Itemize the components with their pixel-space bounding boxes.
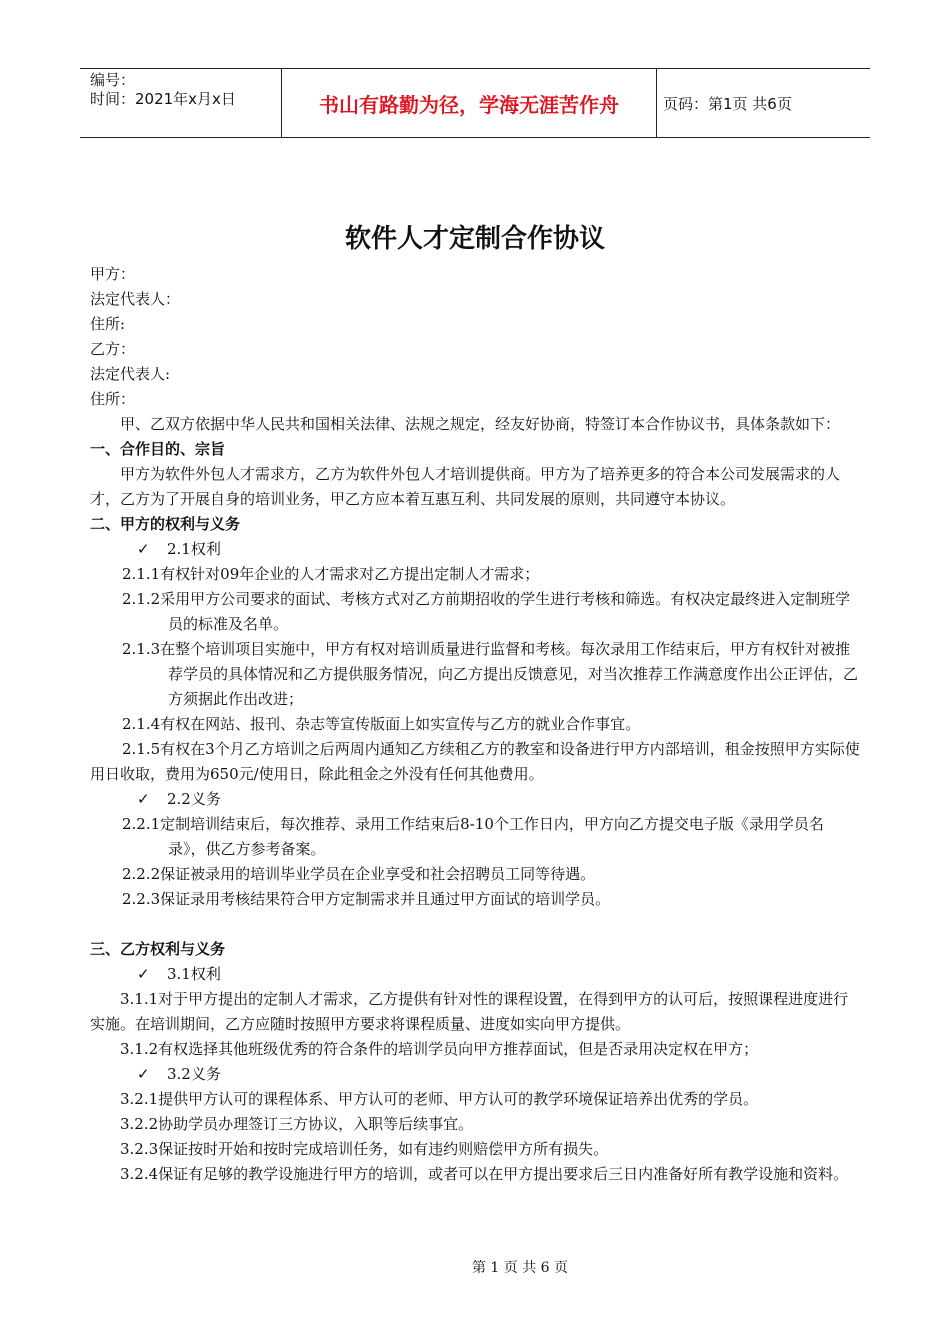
check-icon: ✓ — [137, 1065, 150, 1083]
clause-2-1-1: 2.1.1有权针对09年企业的人才需求对乙方提出定制人才需求； — [122, 565, 540, 583]
header-table — [80, 68, 870, 138]
check-icon: ✓ — [137, 540, 150, 558]
party-b-representative: 法定代表人: — [90, 365, 171, 383]
section-1-heading: 一、合作目的、宗旨 — [90, 440, 226, 458]
clause-2-1-4: 2.1.4有权在网站、报刊、杂志等宣传版面上如实宣传与乙方的就业合作事宜。 — [122, 715, 641, 733]
section-1-text: 甲方为软件外包人才需求方，乙方为软件外包人才培训提供商。甲方为了培养更多的符合本公司发展需求的人才，乙方为了开展自身的培训业务，甲乙方应本着互惠互利、共同发展的原则，共同遵守本协议。 — [90, 465, 841, 508]
section-2-rights-heading: ✓ 2.1权利 — [90, 537, 860, 562]
clause-3-1-1: 3.1.1对于甲方提出的定制人才需求，乙方提供有针对性的课程设置，在得到甲方的认可后，按照课程进度进行实施。在培训期间，乙方应随时按照甲方要求将课程质量、进度如实向甲方提供。 — [90, 990, 849, 1033]
party-b-address: 住所： — [90, 390, 136, 408]
number-label: 编号： — [90, 71, 136, 89]
clause-2-1-2: 2.1.2采用甲方公司要求的面试、考核方式对乙方前期招收的学生进行考核和筛选。有权决定最终进入定制班学员的标准及名单。 — [122, 590, 851, 633]
page-footer — [0, 1257, 950, 1277]
clause-2-2-3: 2.2.3保证录用考核结果符合甲方定制需求并且通过甲方面试的培训学员。 — [122, 890, 611, 908]
clause-3-2-4: 3.2.4保证有足够的教学设施进行甲方的培训，或者可以在甲方提出要求后三日内准备好所有教学设施和资料。 — [120, 1165, 849, 1183]
header-page-label: 页码：第1页 共6页 — [663, 94, 792, 113]
party-a: 甲方： — [90, 265, 136, 283]
section-3-heading: 三、乙方权利与义务 — [90, 940, 226, 958]
clause-2-1-5: 2.1.5有权在3个月乙方培训之后两周内通知乙方续租乙方的教室和设备进行甲方内部培训，租金按照甲方实际使用日收取，费用为650元/使用日，除此租金之外没有任何其他费用。 — [90, 740, 860, 783]
section-2-duties-heading: ✓ 2.2义务 — [90, 787, 860, 812]
header-meta — [80, 69, 282, 137]
clause-2-2-2: 2.2.2保证被录用的培训毕业学员在企业享受和社会招聘员工同等待遇。 — [122, 865, 596, 883]
party-b: 乙方： — [90, 340, 136, 358]
clause-3-1-2: 3.1.2有权选择其他班级优秀的符合条件的培训学员向甲方推荐面试，但是否录用决定权在甲方； — [120, 1040, 759, 1058]
clause-3-2-1: 3.2.1提供甲方认可的课程体系、甲方认可的老师、甲方认可的教学环境保证培养出优秀的学员。 — [120, 1090, 759, 1108]
clause-3-2-2: 3.2.2协助学员办理签订三方协议，入职等后续事宜。 — [120, 1115, 474, 1133]
section-3-duties-heading: ✓ 3.2义务 — [90, 1062, 860, 1087]
footer-page-number: 第 1 页 共 6 页 — [471, 1260, 569, 1276]
document-body — [90, 262, 860, 1187]
clause-2-1-3: 2.1.3在整个培训项目实施中，甲方有权对培训质量进行监督和考核。每次录用工作结束后，甲方有权针对被推荐学员的具体情况和乙方提供服务情况，向乙方提出反馈意见，对当次推荐工作满意度作出公正评估，乙方须据此作出改进； — [122, 640, 859, 708]
intro-paragraph: 甲、乙双方依据中华人民共和国相关法律、法规之规定，经友好协商，特签订本合作协议书，具体条款如下： — [120, 415, 841, 433]
check-icon: ✓ — [137, 790, 150, 808]
check-icon: ✓ — [137, 965, 150, 983]
clause-2-2-1: 2.2.1定制培训结束后，每次推荐、录用工作结束后8-10个工作日内，甲方向乙方提交电子版《录用学员名录》，供乙方参考备案。 — [122, 815, 824, 858]
clause-3-2-3: 3.2.3保证按时开始和按时完成培训任务，如有违约则赔偿甲方所有损失。 — [120, 1140, 609, 1158]
date-label: 时间：2021年x月x日 — [90, 90, 236, 108]
section-3-rights-heading: ✓ 3.1权利 — [90, 962, 860, 987]
section-2-heading: 二、甲方的权利与义务 — [90, 515, 241, 533]
document-title: 软件人才定制合作协议 — [344, 224, 605, 254]
party-a-address: 住所: — [90, 315, 126, 333]
party-a-representative: 法定代表人： — [90, 290, 181, 308]
header-motto: 书山有路勤为径，学海无涯苦作舟 — [282, 69, 657, 137]
